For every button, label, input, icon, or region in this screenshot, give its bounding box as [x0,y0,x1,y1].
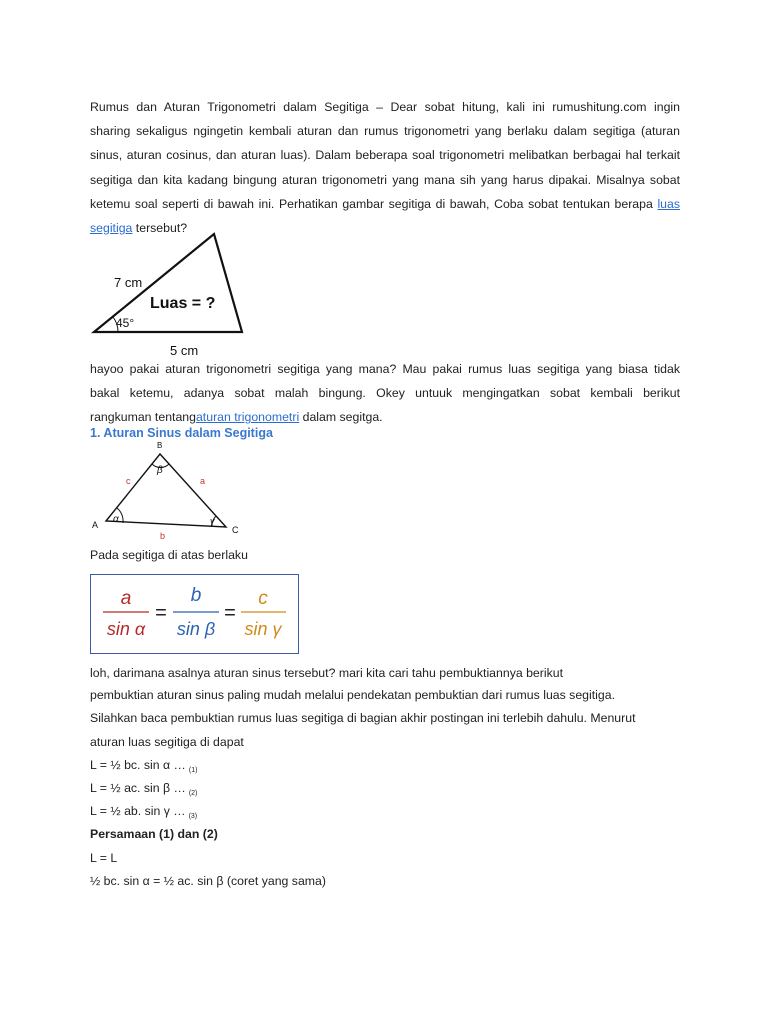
equation-3-number: (3) [188,813,198,820]
intro-line-2: sharing sekaligus ngingetin kembali aturan dan rumus trigonometri yang berlaku dalam segitiga (aturan [90,124,680,139]
equation-1-number: (1) [188,767,198,774]
intro-line-1: Rumus dan Aturan Trigonometri dalam Segitiga – Dear sobat hitung, kali ini rumushitung.com ingin [90,100,680,114]
equation-2-text: L = ½ ac. sin β … [90,781,186,795]
equation-2-number: (2) [188,790,198,797]
section-heading-aturan-sinus: 1. Aturan Sinus dalam Segitiga [90,426,273,440]
para2-line-3-post: dalam segitga. [299,410,383,425]
body-line-4: aturan luas segitiga di dapat [90,735,244,749]
para2-line-1: hayoo pakai aturan trigonometri segitiga yang mana? Mau pakai rumus luas segitiga yang biasa tidak [90,362,680,376]
angle-label-45: 45° [116,316,135,330]
equation-3-text: L = ½ ab. sin γ … [90,804,186,818]
formula-equals-2: = [224,602,236,624]
equation-2 [90,781,197,797]
formula-num-c: c [258,588,268,609]
intro-line-4: segitiga dan kita kadang bingung aturan trigonometri yang mana sih yang harus dipakai. Misalnya sobat [90,172,680,187]
persamaan-heading: Persamaan (1) dan (2) [90,827,218,841]
body-line-2: pembuktian aturan sinus paling mudah melalui pendekatan pembuktian dari rumus luas segitiga. [90,688,615,702]
second-paragraph [90,357,680,430]
equation-1-text: L = ½ bc. sin α … [90,758,186,772]
final-equation: ½ bc. sin α = ½ ac. sin β (coret yang sama) [90,874,326,888]
formula-den-a: sin α [106,619,146,639]
side-a-label: a [200,476,206,486]
para2-line-2: bakal ketemu, adanya sobat malah bingung. Okey untuuk mengingatkan sobat kembali berikut [90,386,680,401]
link-segitiga[interactable]: segitiga [90,221,133,236]
equation-1 [90,758,197,774]
intro-tersebut: tersebut? [132,221,188,236]
vertex-a-label: A [92,520,99,530]
side-c-label: c [126,476,131,486]
vertex-c-label: C [232,525,239,535]
intro-line-3: sinus, aturan cosinus, dan aturan luas). Dalam beberapa soal trigonometri melibatkan berbagai hal terkait [90,148,680,163]
body-line-1: loh, darimana asalnya aturan sinus tersebut? mari kita cari tahu pembuktiannya berikut [90,666,564,680]
triangle-area-figure [90,228,250,360]
formula-num-a: a [120,588,132,609]
sine-rule-formula-box [90,574,299,654]
side-b-label: b [160,531,166,541]
body-line-3: Silahkan baca pembuktian rumus luas segitiga di bagian akhir postingan ini terlebih dahulu. Menurut [90,711,636,725]
triangle-abc-shape [106,454,226,527]
link-luas[interactable]: luas [657,196,680,211]
angle-alpha-label: α [113,514,119,525]
area-question: Luas = ? [150,295,216,312]
intro-paragraph [90,95,680,240]
link-aturan-trigonometri[interactable]: aturan trigonometri [195,410,300,425]
angle-gamma-label: γ [210,516,215,526]
formula-den-c: sin γ [244,619,282,639]
intro-line-5 [90,192,680,216]
triangle-abc-figure [92,439,252,541]
formula-den-b: sin β [176,619,216,639]
equation-3 [90,804,197,820]
sine-rule-formula [91,575,297,652]
side-label-7cm: 7 cm [114,275,143,290]
para2-line-3-pre: rangkuman tentang [90,410,196,425]
vertex-b-label: B [157,441,163,450]
base-label-5cm: 5 cm [170,343,199,358]
pada-segitiga-text: Pada segitiga di atas berlaku [90,548,248,562]
formula-num-b: b [190,585,202,606]
angle-beta-label: β [157,465,163,476]
intro-line-5-text: ketemu soal seperti di bawah ini. Perhatikan gambar segitiga di bawah, Coba sobat tentukan berapa [90,196,653,211]
l-equals-l: L = L [90,851,118,865]
formula-equals-1: = [155,602,167,624]
